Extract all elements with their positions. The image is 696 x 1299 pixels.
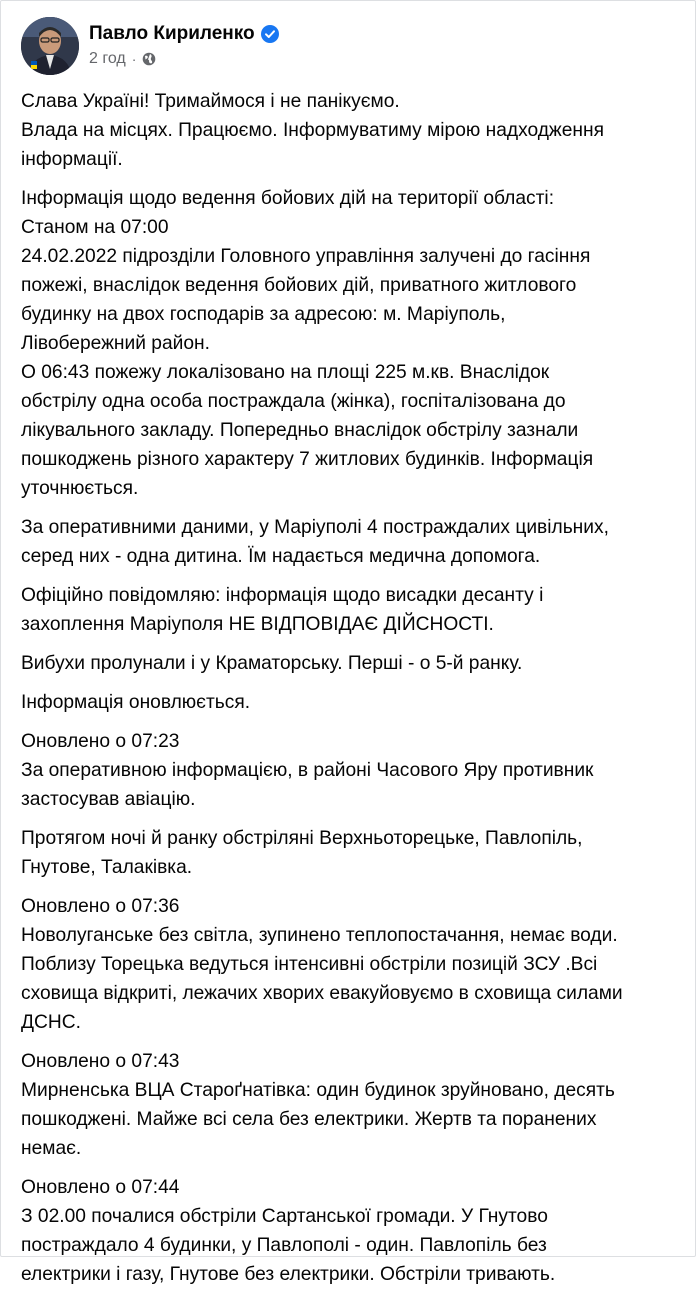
post-text-line: Поблизу Торецька ведуться інтенсивні обстріли позицій ЗСУ .Всі — [21, 954, 598, 975]
avatar[interactable] — [21, 17, 79, 75]
post-text-line: О 06:43 пожежу локалізовано на площі 225 м.кв. Внаслідок — [21, 362, 550, 383]
post-text-line: Гнутове, Талаківка. — [21, 857, 193, 878]
post-text-line: Протягом ночі й ранку обстріляні Верхньоторецьке, Павлопіль, — [21, 828, 583, 849]
post-paragraph — [21, 688, 686, 717]
post-text-line: електрики і газу, Гнутове без електрики. Обстріли тривають. — [21, 1264, 556, 1285]
post-timestamp[interactable]: 2 год — [89, 50, 126, 67]
post-paragraph — [21, 87, 686, 174]
post-paragraph — [21, 649, 686, 678]
post-text-line: Інформація оновлюється. — [21, 692, 251, 713]
post-text-line: пошкоджені. Майже всі села без електрики. Жертв та поранених — [21, 1109, 597, 1130]
author-block — [89, 23, 279, 68]
post-text-line: За оперативною інформацією, в районі Часового Яру противник — [21, 760, 594, 781]
post-text-line: Оновлено о 07:44 — [21, 1177, 180, 1198]
post-text-line: Оновлено о 07:36 — [21, 896, 180, 917]
post-text-line: постраждало 4 будинки, у Павлополі - один. Павлопіль без — [21, 1235, 547, 1256]
post-text-line: інформації. — [21, 149, 123, 170]
post-text-line: сховища відкриті, лежачих хворих евакуйовуємо в сховища силами — [21, 983, 623, 1004]
post-text-line: застосував авіацію. — [21, 789, 196, 810]
post-text-line: немає. — [21, 1138, 82, 1159]
post-text-line: лікувального закладу. Попередньо внаслідок обстрілу зазнали — [21, 420, 579, 441]
post-paragraph — [21, 824, 686, 882]
post-paragraph — [21, 184, 686, 503]
post-text-line: Новолуганське без світла, зупинено теплопостачання, немає води. — [21, 925, 618, 946]
post-text-line: серед них - одна дитина. Їм надається медична допомога. — [21, 546, 541, 567]
post-text-line: Станом на 07:00 — [21, 217, 169, 238]
post-text-line: Влада на місцях. Працюємо. Інформуватиму мірою надходження — [21, 120, 604, 141]
post-text-line: Оновлено о 07:23 — [21, 731, 180, 752]
post-paragraph — [21, 1173, 686, 1289]
post-paragraph — [21, 1047, 686, 1163]
post-paragraph — [21, 513, 686, 571]
avatar-image — [21, 17, 79, 75]
post-text-line: уточнюється. — [21, 478, 139, 499]
post-text-line: За оперативними даними, у Маріуполі 4 постраждалих цивільних, — [21, 517, 609, 538]
post-text-line: Мирненська ВЦА Староґнатівка: один будинок зруйновано, десять — [21, 1080, 615, 1101]
post-paragraph — [21, 892, 686, 1037]
post-body — [21, 87, 686, 1299]
post-text-line: Слава Україні! Тримаймося і не панікуємо. — [21, 91, 400, 112]
post-text-line: Офіційно повідомляю: інформація щодо висадки десанту і — [21, 585, 544, 606]
post-text-line: 24.02.2022 підрозділи Головного управління залучені до гасіння — [21, 246, 591, 267]
author-name[interactable]: Павло Кириленко — [89, 23, 255, 44]
post-header — [21, 17, 681, 77]
post-text-line: ДСНС. — [21, 1012, 81, 1033]
post-text-line: З 02.00 почалися обстріли Сартанської громади. У Гнутово — [21, 1206, 548, 1227]
post-text-line: Лівобережний район. — [21, 333, 210, 354]
post-text-line: захоплення Маріуполя НЕ ВІДПОВІДАЄ ДІЙСНОСТІ. — [21, 614, 494, 635]
separator-dot: · — [131, 51, 137, 67]
post-text-line: обстрілу одна особа постраждала (жінка), госпіталізована до — [21, 391, 566, 412]
post-text-line: пожежі, внаслідок ведення бойових дій, приватного житлового — [21, 275, 577, 296]
post-text-line: Оновлено о 07:43 — [21, 1051, 180, 1072]
globe-icon[interactable] — [142, 52, 156, 66]
post-text-line: пошкоджень різного характеру 7 житлових будинків. Інформація — [21, 449, 594, 470]
post-text-line: Інформація щодо ведення бойових дій на території області: — [21, 188, 555, 209]
post-paragraph — [21, 581, 686, 639]
post-paragraph — [21, 727, 686, 814]
post-text-line: Вибухи пролунали і у Краматорську. Перші - о 5-й ранку. — [21, 653, 523, 674]
verified-badge-icon — [261, 25, 279, 43]
post-text-line: будинку на двох господарів за адресою: м. Маріуполь, — [21, 304, 506, 325]
